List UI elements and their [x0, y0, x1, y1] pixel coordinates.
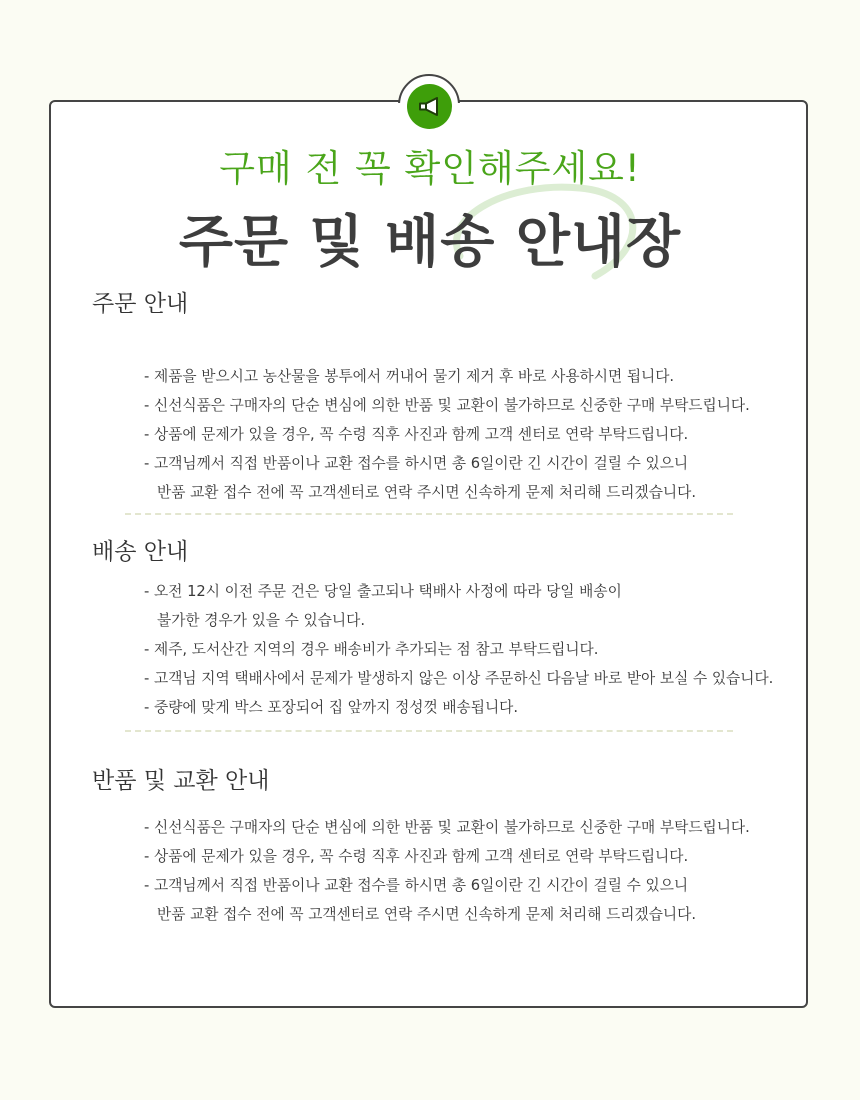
- notice-title: 주문 및 배송 안내장: [178, 210, 682, 275]
- list-item: - 제주, 도서산간 지역의 경우 배송비가 추가되는 점 참고 부탁드립니다.: [144, 635, 812, 664]
- dashed-divider: [125, 513, 733, 515]
- section-heading: 배송 안내: [92, 539, 189, 565]
- order-info-section: [92, 285, 812, 507]
- order-info-list: [92, 362, 812, 507]
- list-item: - 신선식품은 구매자의 단순 변심에 의한 반품 및 교환이 불가하므로 신중한 구매 부탁드립니다.: [144, 391, 812, 420]
- list-item: - 오전 12시 이전 주문 건은 당일 출고되나 택배사 사정에 따라 당일 배송이 불가한 경우가 있을 수 있습니다.: [144, 577, 812, 635]
- list-item: - 제품을 받으시고 농산물을 봉투에서 꺼내어 물기 제거 후 바로 사용하시면 됩니다.: [144, 362, 812, 391]
- list-item: - 중량에 맞게 박스 포장되어 집 앞까지 정성껏 배송됩니다.: [144, 693, 812, 722]
- shipping-info-section: [92, 533, 812, 722]
- megaphone-icon: [407, 84, 452, 129]
- list-item: - 고객님 지역 택배사에서 문제가 발생하지 않은 이상 주문하신 다음날 바로 받아 보실 수 있습니다.: [144, 664, 812, 693]
- section-heading: 주문 안내: [92, 291, 189, 317]
- return-exchange-list: [92, 813, 812, 929]
- list-item: - 상품에 문제가 있을 경우, 꼭 수령 직후 사진과 함께 고객 센터로 연락 부탁드립니다.: [144, 420, 812, 449]
- list-item: - 고객님께서 직접 반품이나 교환 접수를 하시면 총 6일이란 긴 시간이 걸릴 수 있으니 반품 교환 접수 전에 꼭 고객센터로 연락 주시면 신속하게 문제 처리해 드리겠습니다.: [144, 871, 812, 929]
- list-item: - 신선식품은 구매자의 단순 변심에 의한 반품 및 교환이 불가하므로 신중한 구매 부탁드립니다.: [144, 813, 812, 842]
- return-exchange-section: [92, 762, 812, 929]
- shipping-info-list: [92, 577, 812, 722]
- notice-subtitle: 구매 전 꼭 확인해주세요!: [219, 147, 641, 190]
- dashed-divider: [125, 730, 733, 732]
- list-item: - 고객님께서 직접 반품이나 교환 접수를 하시면 총 6일이란 긴 시간이 걸릴 수 있으니 반품 교환 접수 전에 꼭 고객센터로 연락 주시면 신속하게 문제 처리해 드리겠습니다.: [144, 449, 812, 507]
- section-heading: 반품 및 교환 안내: [92, 768, 270, 794]
- list-item: - 상품에 문제가 있을 경우, 꼭 수령 직후 사진과 함께 고객 센터로 연락 부탁드립니다.: [144, 842, 812, 871]
